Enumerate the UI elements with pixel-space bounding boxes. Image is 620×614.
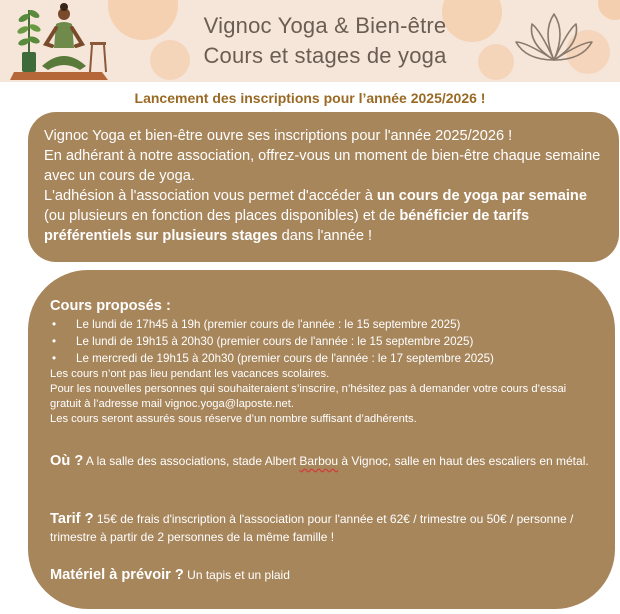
intro-paragraph: En adhérant à notre association, offrez-vous un moment de bien-être chaque semaine avec un cours de yoga. (44, 148, 601, 184)
price-text (50, 510, 595, 546)
lotus-icon (512, 8, 596, 72)
where-text (50, 452, 595, 470)
decor-circle (598, 0, 620, 20)
price-heading: Tarif ? (50, 511, 94, 527)
equipment-text (50, 566, 595, 584)
header-banner (0, 0, 620, 82)
text-run: dans l'année ! (277, 228, 373, 244)
course-item: • Le lundi de 17h45 à 19h (premier cours de l'année : le 15 septembre 2025) (50, 316, 595, 333)
courses-note: Les cours seront assurés sous réserve d’un nombre suffisant d’adhérents. (50, 413, 417, 425)
courses-section (50, 298, 595, 427)
brand-subtitle: Cours et stages de yoga (203, 43, 447, 68)
bold-run: un cours de yoga par semaine (376, 188, 587, 204)
announcement-headline: Lancement des inscriptions pour l’année 2025/2026 ! (134, 90, 486, 106)
text-run: 15€ de frais d'inscription à l'association pour l'année et 62€ / trimestre ou 50€ / personne / trimestre à partir de 2 personnes de la même famille ! (50, 512, 574, 544)
decor-circle (108, 0, 178, 40)
courses-note: Les cours n’ont pas lieu pendant les vacances scolaires. (50, 368, 330, 380)
price-section (50, 510, 595, 546)
courses-heading: Cours proposés : (50, 298, 171, 314)
text-run: Un tapis et un plaid (183, 568, 290, 582)
course-item: • Le mercredi de 19h15 à 20h30 (premier cours de l'année : le 17 septembre 2025) (50, 350, 595, 367)
course-item: • Le lundi de 19h15 à 20h30 (premier cours de l'année : le 15 septembre 2025) (50, 333, 595, 350)
courses-note: Pour les nouvelles personnes qui souhaiteraient s’inscrire, n’hésitez pas à demander votre cours d’essai gratuit à l’adresse mail vignoc.yoga@laposte.net. (50, 383, 567, 410)
bold-run: bénéficier de tarifs préférentiels sur plusieurs stages (44, 208, 530, 244)
decor-circle (478, 44, 514, 80)
equipment-heading: Matériel à prévoir ? (50, 567, 184, 583)
spellcheck-word: Barbou (299, 454, 339, 468)
text-run: A la salle des associations, stade Albert (83, 454, 300, 468)
text-run: L'adhésion à l'association vous permet d'accéder à (44, 188, 377, 204)
courses-list (50, 316, 595, 367)
equipment-section (50, 566, 595, 584)
intro-text (44, 126, 604, 246)
decor-circle (150, 40, 190, 80)
details-box (28, 270, 615, 609)
intro-paragraph: Vignoc Yoga et bien-être ouvre ses inscriptions pour l'année 2025/2026 ! (44, 128, 513, 144)
intro-paragraph (44, 186, 604, 246)
woman-meditating-icon (10, 0, 110, 82)
brand-title: Vignoc Yoga & Bien-être (203, 13, 447, 38)
text-run: (ou plusieurs en fonction des places disponibles) et de (44, 208, 400, 224)
where-section (50, 452, 595, 470)
text-run: à Vignoc, salle en haut des escaliers en métal. (338, 454, 589, 468)
intro-box (28, 112, 619, 262)
where-heading: Où ? (50, 453, 84, 469)
